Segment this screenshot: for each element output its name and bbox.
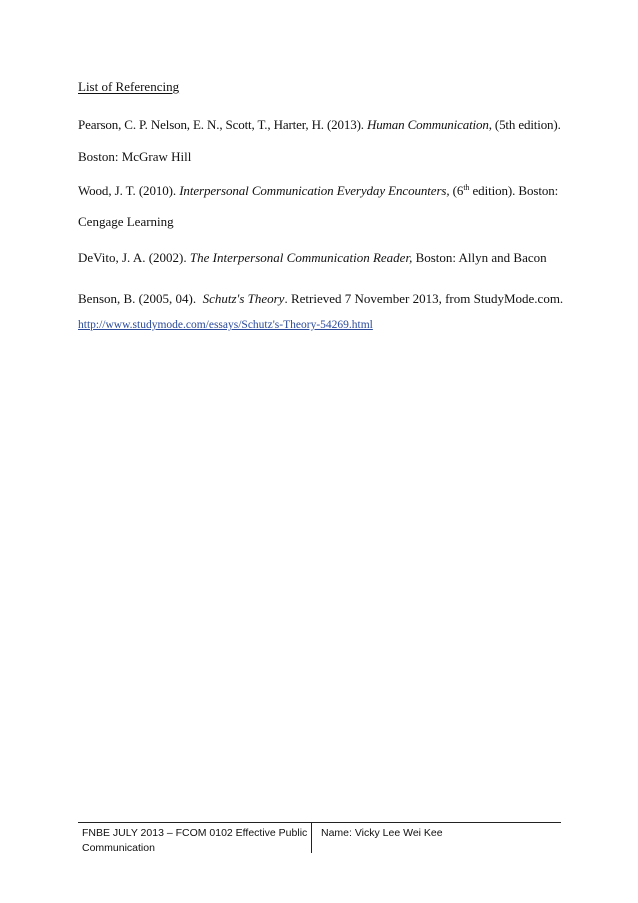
footer-divider bbox=[311, 823, 312, 853]
reference-text: (6 bbox=[449, 183, 464, 198]
reference-title: Schutz's Theory bbox=[202, 291, 285, 306]
reference-text: . Retrieved 7 November 2013, from StudyMode.com. bbox=[284, 291, 564, 306]
reference-benson bbox=[78, 291, 563, 307]
reference-url-link[interactable]: http://www.studymode.com/essays/Schutz's-Theory-54269.html bbox=[78, 319, 373, 331]
reference-title: Interpersonal Communication Everyday Encounters, bbox=[179, 183, 450, 198]
reference-text: edition). Boston: bbox=[469, 183, 559, 198]
reference-wood-line-1 bbox=[78, 183, 558, 199]
reference-pearson-line-2: Boston: McGraw Hill bbox=[78, 149, 192, 164]
reference-text: Benson, B. (2005, 04). bbox=[78, 291, 203, 306]
footer-course-line-2: Communication bbox=[82, 842, 155, 854]
reference-text: , (5th edition). bbox=[488, 117, 561, 132]
page-footer bbox=[78, 822, 561, 857]
footer-author-name: Name: Vicky Lee Wei Kee bbox=[321, 827, 443, 839]
reference-benson-url-line bbox=[78, 319, 373, 331]
references-heading: List of Referencing bbox=[78, 79, 180, 94]
footer-course-line-1: FNBE JULY 2013 – FCOM 0102 Effective Public bbox=[82, 827, 308, 839]
reference-text: Pearson, C. P. Nelson, E. N., Scott, T., Harter, H. (2013). bbox=[78, 117, 367, 132]
reference-pearson-line-1 bbox=[78, 117, 561, 133]
reference-text: DeVito, J. A. (2002). bbox=[78, 250, 190, 265]
reference-title: The Interpersonal Communication Reader, bbox=[189, 250, 413, 265]
reference-title: Human Communication bbox=[366, 117, 489, 132]
reference-devito bbox=[78, 250, 547, 266]
reference-wood-line-2: Cengage Learning bbox=[78, 214, 174, 229]
footer-course-info bbox=[82, 826, 308, 856]
ordinal-superscript: th bbox=[463, 183, 470, 192]
reference-text: Boston: Allyn and Bacon bbox=[412, 250, 547, 265]
reference-text: Wood, J. T. (2010). bbox=[78, 183, 180, 198]
